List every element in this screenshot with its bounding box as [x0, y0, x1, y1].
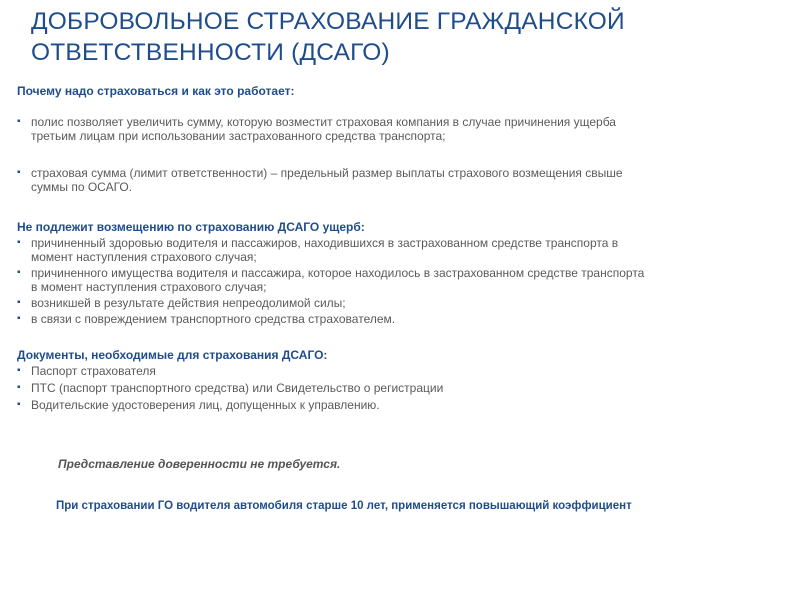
- section-heading-documents: Документы, необходимые для страхования ДСАГО:: [17, 348, 328, 362]
- bullet-icon: ▪: [17, 116, 21, 127]
- list-item-line: в связи с повреждением транспортного средства страхователем.: [31, 312, 396, 326]
- section-heading-not-covered: Не подлежит возмещению по страхованию ДСАГО ущерб:: [17, 220, 365, 234]
- bullet-icon: ▪: [17, 167, 21, 178]
- bullet-icon: ▪: [17, 399, 21, 410]
- list-item-line: Паспорт страхователя: [31, 364, 156, 378]
- page-title: [31, 6, 771, 68]
- list-item-line: в момент наступления страхового случая;: [31, 280, 267, 294]
- page-title-line-2: ОТВЕТСТВЕННОСТИ (ДСАГО): [31, 39, 390, 66]
- list-item: [17, 266, 787, 294]
- bullet-icon: ▪: [17, 297, 21, 308]
- list-item: [17, 364, 787, 378]
- list-item-line: полис позволяет увеличить сумму, которую возместит страховая компания в случае причинения ущерба: [31, 115, 616, 129]
- list-item: [17, 312, 787, 326]
- why-list: [17, 115, 787, 194]
- list-item-line: возникшей в результате действия непреодолимой силы;: [31, 296, 346, 310]
- list-item-line: ПТС (паспорт транспортного средства) или Свидетельство о регистрации: [31, 381, 444, 395]
- not-covered-list: [17, 236, 787, 326]
- page-title-line-1: ДОБРОВОЛЬНОЕ СТРАХОВАНИЕ ГРАЖДАНСКОЙ: [31, 8, 625, 35]
- list-item: [17, 236, 787, 264]
- list-item-line: момент наступления страхового случая;: [31, 250, 257, 264]
- list-item-line: третьим лицам при использовании застрахованного средства транспорта;: [31, 129, 446, 143]
- list-item: [17, 166, 787, 194]
- bullet-icon: ▪: [17, 382, 21, 393]
- list-item-line: Водительские удостоверения лиц, допущенных к управлению.: [31, 398, 380, 412]
- list-item: [17, 398, 787, 412]
- list-item-line: страховая сумма (лимит ответственности) – предельный размер выплаты страхового возмещения свыше: [31, 166, 623, 180]
- list-item: [17, 115, 787, 143]
- bullet-icon: ▪: [17, 267, 21, 278]
- list-item-line: суммы по ОСАГО.: [31, 180, 133, 194]
- note-no-power-of-attorney: Представление доверенности не требуется.: [58, 457, 341, 471]
- bullet-icon: ▪: [17, 313, 21, 324]
- documents-list: [17, 364, 787, 412]
- list-item: [17, 381, 787, 395]
- bullet-icon: ▪: [17, 365, 21, 376]
- list-item-line: причиненный здоровью водителя и пассажиров, находившихся в застрахованном средстве транспорта в: [31, 236, 619, 250]
- bullet-icon: ▪: [17, 237, 21, 248]
- list-item-line: причиненного имущества водителя и пассажира, которое находилось в застрахованном средстве транспорта: [31, 266, 645, 280]
- list-item: [17, 296, 787, 310]
- section-heading-why: Почему надо страховаться и как это работает:: [17, 84, 295, 98]
- note-increasing-coefficient: При страховании ГО водителя автомобиля старше 10 лет, применяется повышающий коэффициент: [56, 500, 632, 512]
